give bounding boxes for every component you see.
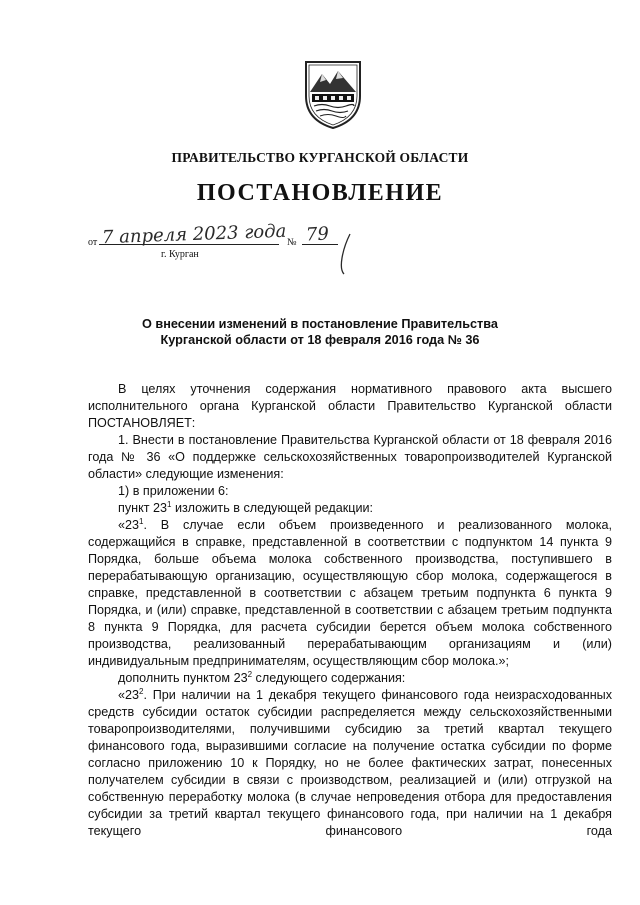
superscript: 1 <box>167 499 172 509</box>
document-type: ПОСТАНОВЛЕНИЕ <box>196 180 444 206</box>
text: . В случае если объем произведенного и реализованного молока, содержащийся в справке, представленной в соответствии с подпунктом 14 пункта 9 Порядка, больше объема молока собственного производства, поступившего в перерабатывающую организацию, осуществляющую сбор молока, содержащегося в справке, представленной в соответствии с абзацем третьим подпункта 6 пункта 9 Порядка, и (или) справке, представленной в соответствии с абзацем третьим подпункта 8 пункта 9 Порядка, для расчета субсидии берется объем молока собственного производства, реализованный перерабатывающим организациям и (или) индивидуальным предпринимателям, осуществляющим сбор молока.»; <box>88 518 612 668</box>
text: «23 <box>118 518 140 532</box>
title-line-2: Курганской области от 18 февраля 2016 года № 36 <box>160 333 480 347</box>
handwriting-flourish-icon <box>324 232 354 276</box>
paragraph-preamble: В целях уточнения содержания нормативного правового акта высшего исполнительного органа Курганской области Правительство Курганской области ПОСТАНОВЛЯЕТ: <box>88 382 612 430</box>
text: дополнить пунктом 23 <box>118 671 248 685</box>
document-body <box>88 381 612 840</box>
superscript: 2 <box>247 669 253 679</box>
text: изложить в следующей редакции: <box>171 501 374 515</box>
paragraph-clause-23-2 <box>88 687 612 840</box>
date-prefix-label: от <box>88 237 98 248</box>
handwritten-date: 7 апреля 2023 года <box>101 220 287 249</box>
dateline <box>88 220 368 274</box>
government-name: ПРАВИТЕЛЬСТВО КУРГАНСКОЙ ОБЛАСТИ <box>171 150 469 165</box>
text: «23 <box>118 688 140 702</box>
superscript: 2 <box>139 686 144 696</box>
text: пункт 23 <box>118 501 167 515</box>
text: . При наличии на 1 декабря текущего финансового года неизрасходованных средств субсидии остаток субсидии распределяется между сельскохозяйственными товаропроизводителями, получившими субсидию за третий квартал текущего финансового года, выразившими согласие на получение остатка субсидии по форме согласно приложению 10 к Порядку, но не более фактических затрат, понесенных получателем субсидии в связи с производством, реализацией и (или) отгрузкой на собственную переработку молока (в случае непроведения отбора для предоставления субсидии за третий квартал текущего финансового года, при наличии на 1 декабря текущего финансового года <box>88 688 612 838</box>
paragraph-clause-23-1-intro <box>88 500 612 517</box>
handwritten-number: 79 <box>305 223 330 246</box>
coat-of-arms-icon <box>300 58 366 130</box>
paragraph-clause-23-1 <box>88 517 612 670</box>
paragraph-item-1: 1. Внести в постановление Правительства Курганской области от 18 февраля 2016 года № 36 «О поддержке сельскохозяйственных товаропроизводителей Курганской области» следующие изменения: <box>88 433 612 481</box>
date-underline <box>99 244 279 245</box>
text: следующего содержания: <box>252 671 406 685</box>
superscript: 1 <box>139 516 144 526</box>
paragraph-subitem: 1) в приложении 6: <box>118 484 229 498</box>
number-prefix-label: № <box>287 237 297 248</box>
city-label: г. Курган <box>161 249 199 260</box>
paragraph-clause-23-2-intro <box>88 670 612 687</box>
document-title <box>0 316 640 348</box>
title-line-1: О внесении изменений в постановление Правительства <box>142 317 498 331</box>
